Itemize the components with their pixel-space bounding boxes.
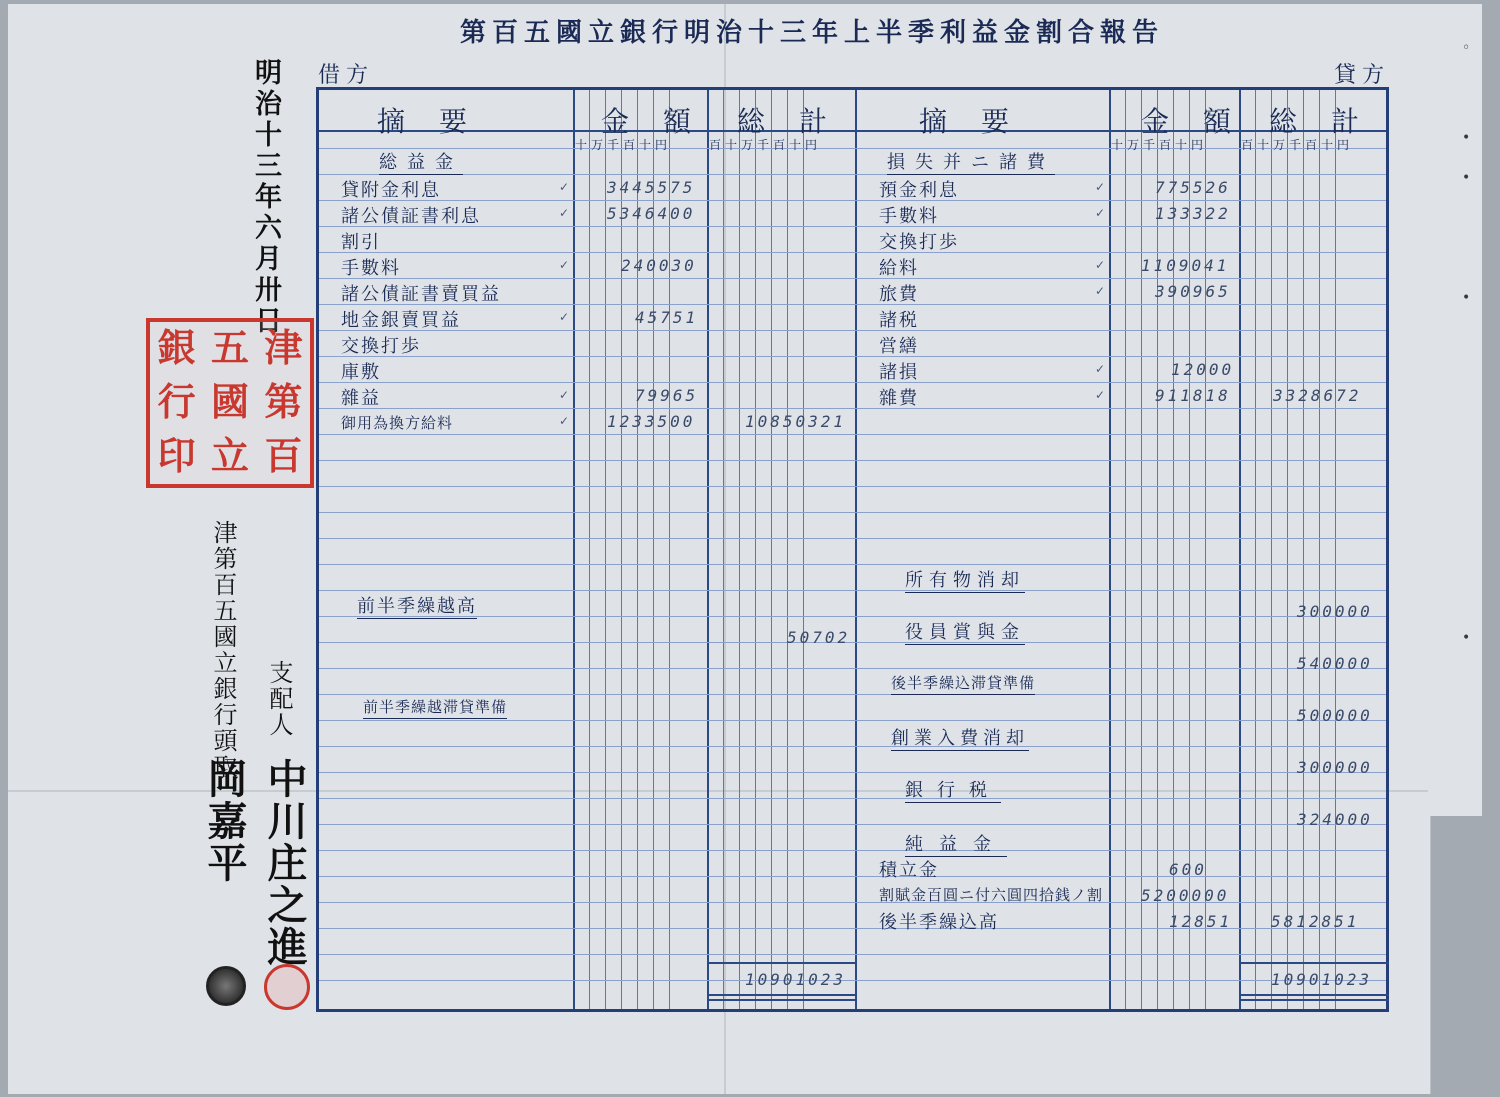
check-mark: ✓ [1095,388,1106,402]
row-rule [319,746,1386,747]
total-rule-left [707,962,855,964]
left-total-header: 総計 [737,105,862,138]
prev-reserve-label: 前半季繰越滞貸準備 [363,698,508,716]
col-rule [1335,90,1336,1009]
row-rule [319,434,1386,435]
ledger-row-label: 諸公債証書利息 [341,206,481,227]
total-rule-left [707,999,855,1001]
row-rule [319,720,1386,721]
binding-hole-mark: • [1462,170,1471,186]
col-rule [1109,90,1111,1009]
ledger-row-amount: 1109041 [1141,256,1230,275]
total-rule-right [1239,962,1389,964]
prev-carry-label: 前半季繰越高 [357,596,477,617]
row-rule [319,382,1386,383]
col-rule [1255,90,1256,1009]
ledger-row-label: 旅費 [879,284,919,305]
row-rule [319,564,1386,565]
row-rule [319,590,1386,591]
col-rule [787,90,788,1009]
check-mark: ✓ [1095,180,1106,194]
col-rule [573,90,575,1009]
credit-label: 貸方 [1334,63,1391,88]
col-rule [707,90,709,1009]
ledger-row-label: 雜益 [341,388,381,409]
row-rule [319,460,1386,461]
ledger-row-label: 給料 [879,258,919,279]
seal-char: 印 [157,433,196,478]
col-rule [653,90,654,1009]
ledger-row-label: 交換打歩 [879,232,959,253]
report-date: 明治十三年六月卅日 [250,58,281,337]
right-summary-header: 摘要 [919,105,1044,138]
row-rule [319,200,1386,201]
ledger-row-amount: 240030 [621,256,697,275]
row-rule [319,616,1386,617]
right-item-label: 役員賞與金 [905,622,1025,643]
amount-units: 十万千百十円 [1111,138,1208,152]
net-row-label: 後半季繰込高 [879,912,999,933]
seal-char: 銀 [157,325,196,370]
total-rule-right [1239,994,1389,996]
right-item-label: 所有物消却 [905,570,1025,591]
right-total-header: 総計 [1269,105,1394,138]
binding-hole-mark: • [1462,630,1471,646]
net-row-amount: 12851 [1169,912,1233,931]
total-rule-right [1239,999,1389,1001]
row-rule [319,694,1386,695]
ledger-row-label: 預金利息 [879,180,959,201]
row-rule [319,174,1386,175]
ledger-table [316,87,1394,1012]
row-rule [319,538,1386,539]
check-mark: ✓ [559,388,570,402]
row-rule [319,278,1386,279]
debit-label: 借方 [318,63,375,88]
check-mark: ✓ [559,414,570,428]
check-mark: ✓ [1095,206,1106,220]
ledger-row-label: 地金銀賣買益 [341,310,461,331]
net-row-label: 積立金 [879,860,939,881]
right-amount-header: 金額 [1141,105,1266,138]
seal-char: 五 [210,325,249,370]
document-title: 第百五國立銀行明治十三年上半季利益金割合報告 [460,18,1165,48]
ledger-row-amount: 3445575 [607,178,696,197]
personal-seal-black [206,966,246,1006]
total-rule-left [707,994,855,996]
ledger-row-amount: 911818 [1155,386,1231,405]
ledger-row-label: 貸附金利息 [341,180,441,201]
col-rule [605,90,606,1009]
left-amount-header: 金額 [601,105,726,138]
col-rule [1271,90,1272,1009]
ledger-row-amount: 5346400 [607,204,696,223]
net-row-label: 割賦金百圓ニ付六圓四拾銭ノ割 [879,886,1104,904]
check-mark: ✓ [1095,258,1106,272]
row-rule [319,850,1386,851]
ledger-row-amount: 390965 [1155,282,1231,301]
row-rule [319,824,1386,825]
col-rule [1125,90,1126,1009]
ledger-row-amount: 775526 [1155,178,1231,197]
ledger-row-label: 雜費 [879,388,919,409]
row-rule [319,408,1386,409]
row-rule [319,798,1386,799]
ledger-row-amount: 1233500 [607,412,696,431]
ledger-row-total: 10850321 [745,412,847,431]
col-rule [669,90,670,1009]
ledger-row-label: 手數料 [341,258,401,279]
right-item-label: 後半季繰込滞貸準備 [891,674,1036,692]
row-rule [319,356,1386,357]
bank-name: 津第百五國立銀行頭取 [209,520,237,780]
ledger-row-total: 3328672 [1273,386,1362,405]
binding-hole-mark: • [1462,130,1471,146]
col-rule [1319,90,1320,1009]
seal-char: 津 [264,325,303,370]
seal-char: 立 [210,433,249,478]
amount-units: 十万千百十円 [575,138,672,152]
col-rule [755,90,756,1009]
ledger-row-amount: 79965 [635,386,699,405]
prev-carry-amount: 50702 [787,628,851,647]
row-rule [319,148,1386,149]
right-item-total: 300000 [1297,758,1373,777]
right-item-label: 銀行税 [905,780,1001,801]
right-item-total: 540000 [1297,654,1373,673]
right-item-total: 500000 [1297,706,1373,725]
right-item-total: 324000 [1297,810,1373,829]
ledger-row-amount: 133322 [1155,204,1231,223]
right-section-title: 損失并ニ諸費 [887,152,1055,173]
row-rule [319,642,1386,643]
col-rule [1303,90,1304,1009]
total-units: 百十万千百十円 [709,138,822,152]
col-rule [1157,90,1158,1009]
row-rule [319,330,1386,331]
check-mark: ✓ [559,310,570,324]
manager-label: 支配人 [265,660,293,738]
row-rule [319,876,1386,877]
col-rule [803,90,804,1009]
ledger-row-label: 御用為換方給料 [341,414,454,432]
check-mark: ✓ [1095,284,1106,298]
left-grand-total: 10901023 [745,970,847,989]
total-units: 百十万千百十円 [1241,138,1354,152]
row-rule [319,252,1386,253]
manager-signature: 中川庄之進 [261,758,308,968]
net-profit-section: 純益金 [905,834,1007,855]
col-rule [1287,90,1288,1009]
col-rule [637,90,638,1009]
right-item-total: 300000 [1297,602,1373,621]
col-rule [589,90,590,1009]
net-row-amount: 600 [1169,860,1207,879]
col-rule [1141,90,1142,1009]
ledger-row-amount: 12000 [1171,360,1235,379]
seal-char: 行 [157,379,196,424]
ledger-row-amount: 45751 [635,308,699,327]
check-mark: ✓ [559,258,570,272]
ledger-row-label: 手數料 [879,206,939,227]
seal-char: 百 [264,433,303,478]
check-mark: ✓ [559,206,570,220]
ledger-row-label: 庫敷 [341,362,381,383]
left-section-title: 総益金 [379,152,463,173]
right-item-label: 創業入費消却 [891,728,1029,749]
ledger-row-label: 営繕 [879,336,919,357]
col-rule [621,90,622,1009]
personal-seal-red [264,964,310,1010]
ledger-row-label: 交換打歩 [341,336,421,357]
net-row-amount: 5200000 [1141,886,1230,905]
col-rule [771,90,772,1009]
row-rule [319,954,1386,955]
ledger-row-label: 諸公債証書賣買益 [341,284,501,305]
ledger-row-label: 諸税 [879,310,919,331]
ledger-row-label: 諸損 [879,362,919,383]
row-rule [319,486,1386,487]
row-rule [319,668,1386,669]
seal-char: 第 [264,379,303,424]
right-grand-total: 10901023 [1271,970,1373,989]
net-row-total: 5812851 [1271,912,1360,931]
col-rule [739,90,740,1009]
row-rule [319,512,1386,513]
bank-seal-stamp [146,318,314,488]
row-rule [319,772,1386,773]
col-rule [855,90,857,1009]
check-mark: ✓ [1095,362,1106,376]
binding-hole-mark: • [1462,290,1471,306]
binding-hole-mark: ◦ [1462,40,1471,56]
left-summary-header: 摘要 [377,105,502,138]
seal-char: 國 [210,379,249,424]
row-rule [319,980,1386,981]
col-rule [723,90,724,1009]
president-signature: 岡嘉平 [201,758,248,884]
col-rule [1239,90,1241,1009]
ledger-row-label: 割引 [341,232,381,253]
check-mark: ✓ [559,180,570,194]
